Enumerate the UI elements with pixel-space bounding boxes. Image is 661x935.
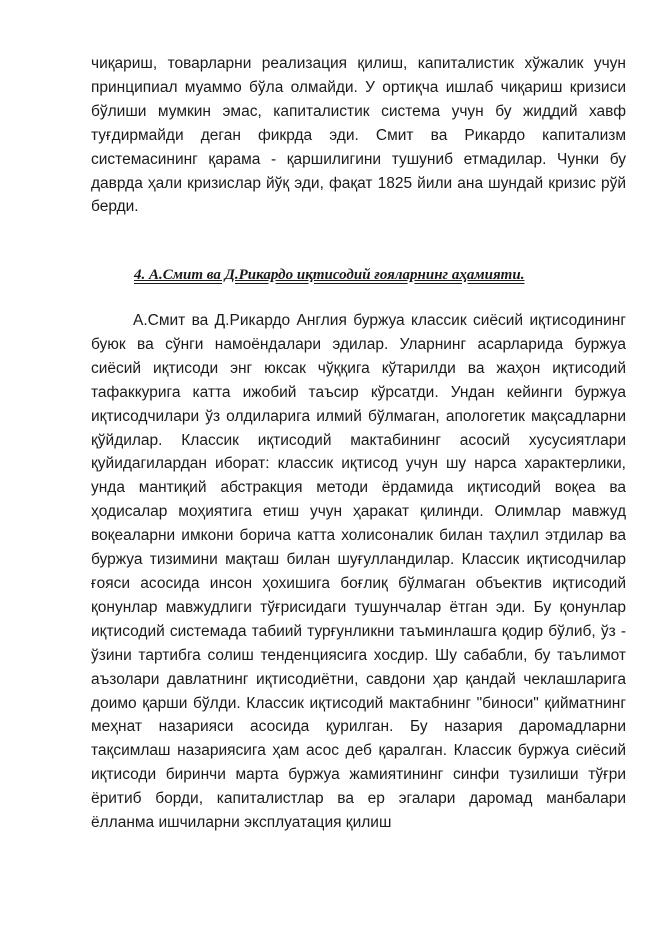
paragraph-1: чиқариш, товарларни реализация қилиш, капиталистик хўжалик учун принципиал муаммо бўла олмайди. У ортиқча ишлаб чиқариш кризиси бўлиши мумкин эмас, капиталистик система учун бу жиддий хавф туғдирмайди деган фикрда эди. Смит ва Рикардо капитализм системасининг қарама - қаршилигини тушуниб етмадилар. Чунки бу даврда ҳали кризислар йўқ эди, фақат 1825 йили ана шундай кризис рўй берди. (91, 55, 626, 216)
section-heading: 4. А.Смит ва Д.Рикардо иқтисодий ғояларнинг аҳамияти. (134, 267, 525, 283)
paragraph-2: А.Смит ва Д.Рикардо Англия буржуа классик сиёсий иқтисодининг буюк ва сўнги намоёндалари эдилар. Уларнинг асарларида буржуа сиёсий иқтисоди энг юксак чўққига кўтарилди ва жаҳон иқтисодий тафаккурига катта ижобий таъсир кўрсатди. Ундан кейинги буржуа иқтисодчилари ўз олдиларига илмий бўлмаган, апологетик мақсадларни қўйдилар. Классик иқтисодий мактабининг асосий хусусиятлари қуйидагилардан иборат: классик иқтисод учун шу нарса характерлики, унда мантиқий абстракция методи ёрдамида иқтисодий воқеа ва ҳодисалар моҳиятига етиш учун ҳаракат қилинди. Олимлар мавжуд воқеаларни имкони борича катта холисоналик билан таҳлил этдилар ва буржуа тизимини мақташ билан шуғулландилар. Классик иқтисодчилар ғояси асосида инсон ҳохишига боғлиқ бўлмаган объектив иқтисодий қонунлар мавжудлиги тўғрисидаги тушунчалар ётган эди. Бу қонунлар иқтисодий системада табиий турғунликни таъминлашга қодир бўлиб, ўз - ўзини тартибга солиш тенденциясига хосдир. Шу сабабли, бу таълимот аъзолари давлатнинг иқтисодиётни, савдони ҳар қандай чеклашларига доимо қарши бўлди. Классик иқтисодий мактабнинг "биноси" қийматнинг меҳнат назарияси асосида қурилган. Бу назария даромадларни тақсимлаш назариясига ҳам асос деб қаралган. Классик буржуа сиёсий иқтисоди биринчи марта буржуа жамиятининг синфи тузилиши тўғри ёритиб борди, капиталистлар ва ер эгалари даромад манбалари ёлланма ишчиларни эксплуатация қилиш (91, 312, 626, 832)
